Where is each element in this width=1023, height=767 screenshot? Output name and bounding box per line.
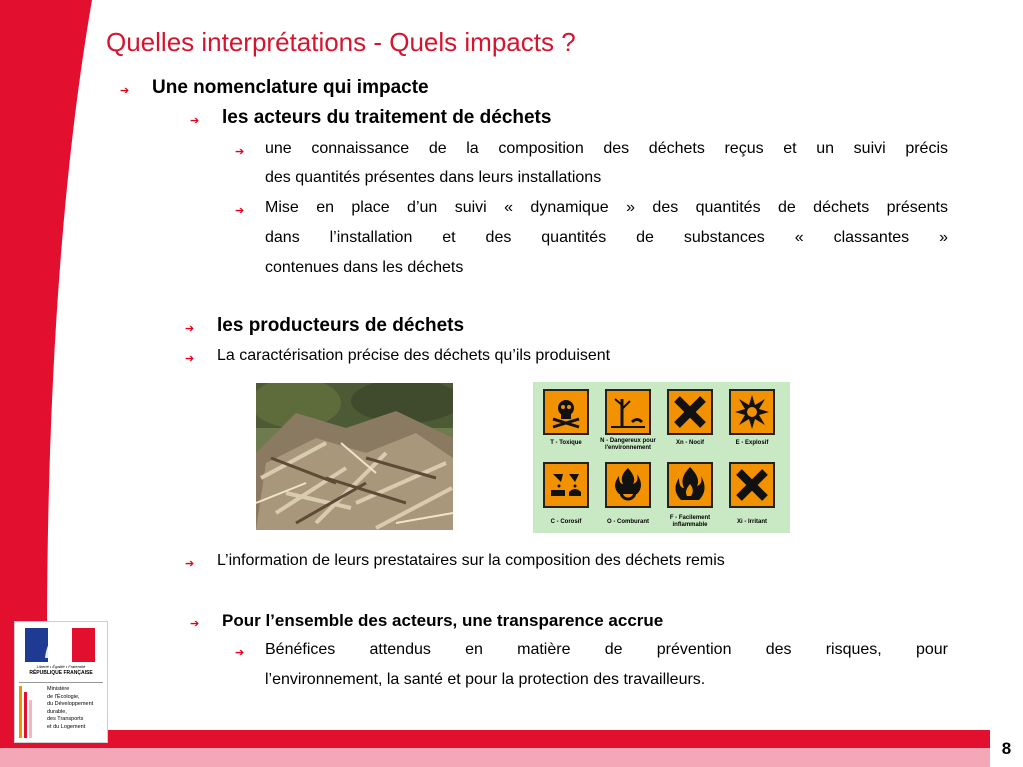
information-item: L’information de leurs prestataires sur la composition des déchets remis — [217, 552, 725, 569]
hazard-caption: Xi - Irritant — [736, 519, 767, 525]
cross-icon — [667, 389, 713, 435]
bullet-arrow-icon: ➔ — [235, 146, 245, 158]
hazard-caption: T - Toxique — [550, 440, 582, 446]
explosion-icon — [729, 389, 775, 435]
logo-republic: RÉPUBLIQUE FRANÇAISE — [29, 670, 93, 676]
producteurs-item: La caractérisation précise des déchets qu’ils produisent — [217, 347, 611, 364]
corrosion-icon — [543, 462, 589, 508]
hazard-caption: E - Explosif — [735, 440, 769, 446]
bullet-arrow-icon: ➔ — [185, 323, 195, 335]
ensemble-item-line-2: l’environnement, la santé et pour la protection des travailleurs. — [265, 671, 706, 688]
hazard-caption: O - Comburant — [607, 519, 649, 525]
ensemble-item-line-1: Bénéfices attendus en matière de prévention des risques, pour — [265, 641, 948, 658]
acteurs-item-2-line-3: contenues dans les déchets — [265, 259, 464, 276]
bullet-arrow-icon: ➔ — [185, 353, 195, 365]
slide-title: Quelles interprétations - Quels impacts ? — [106, 27, 576, 57]
ministry-color-bars-icon — [19, 686, 37, 738]
heading-ensemble: Pour l’ensemble des acteurs, une transparence accrue — [222, 611, 664, 630]
skull-icon — [543, 389, 589, 435]
hazard-caption: Xn - Nocif — [676, 440, 704, 446]
footer-pink-bar — [0, 748, 1023, 767]
cross-icon — [729, 462, 775, 508]
bullet-arrow-icon: ➔ — [120, 85, 130, 97]
hazard-caption: N - Dangereux pour l'environnement — [600, 438, 656, 451]
acteurs-item-2-line-1: Mise en place d’un suivi « dynamique » des quantités de déchets présents — [265, 199, 948, 216]
flame-over-circle-icon — [605, 462, 651, 508]
bullet-arrow-icon: ➔ — [190, 115, 200, 127]
dead-tree-icon — [605, 389, 651, 435]
acteurs-item-1-line-2: des quantités présentes dans leurs installations — [265, 169, 602, 186]
marianne-flag-icon — [25, 628, 95, 662]
heading-nomenclature: Une nomenclature qui impacte — [152, 77, 429, 98]
heading-acteurs: les acteurs du traitement de déchets — [222, 107, 552, 128]
ministry-logo — [14, 621, 108, 743]
bullet-arrow-icon: ➔ — [235, 647, 245, 659]
bullet-arrow-icon: ➔ — [190, 618, 200, 630]
acteurs-item-2-line-2: dans l’installation et des quantités de substances « classantes » — [265, 229, 948, 246]
bullet-arrow-icon: ➔ — [185, 558, 195, 570]
hazard-caption: C - Corosif — [550, 519, 582, 525]
ministry-name: Ministère de l'Écologie, du Développement durable, des Transports et du Logement — [47, 686, 94, 730]
bullet-arrow-icon: ➔ — [235, 205, 245, 217]
hazard-caption: F - Facilement inflammable — [669, 515, 711, 528]
footer-red-bar — [0, 730, 1023, 748]
waste-pile-photo — [256, 383, 453, 530]
hazard-symbols-panel — [533, 382, 790, 533]
flame-icon — [667, 462, 713, 508]
page-number: 8 — [990, 730, 1023, 767]
acteurs-item-1-line-1: une connaissance de la composition des déchets reçus et un suivi précis — [265, 140, 948, 157]
heading-producteurs: les producteurs de déchets — [217, 315, 465, 336]
logo-motto: Liberté • Égalité • Fraternité — [36, 664, 86, 669]
